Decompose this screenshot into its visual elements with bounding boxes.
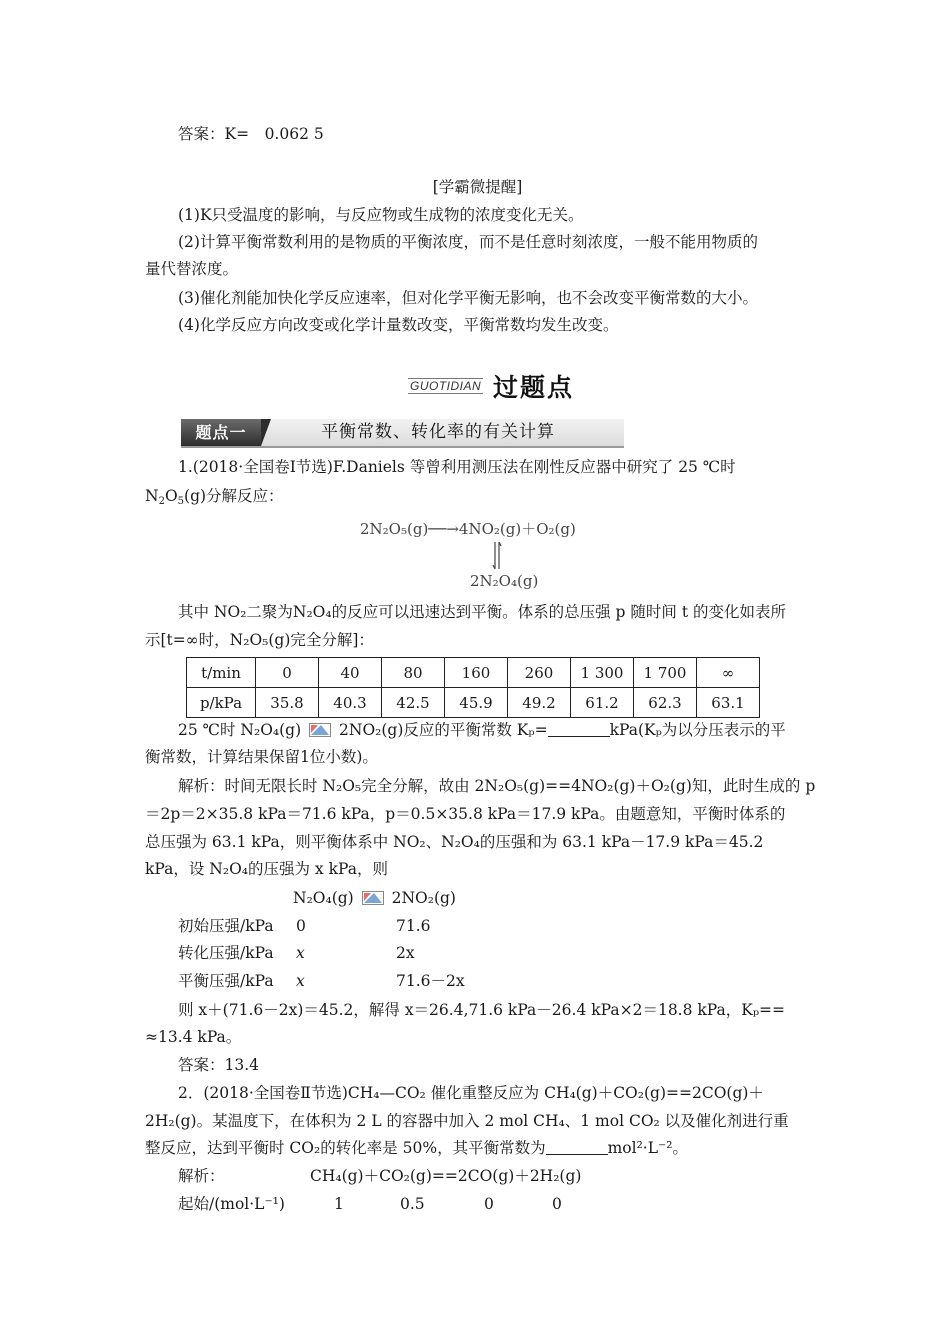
q1-line-2: $N_2O_5(g)$分解反应： <box>145 487 284 507</box>
table-cell: 40.3 <box>319 688 382 718</box>
solution-line-1: 解析：时间无限长时 N₂O₅完全分解，故由 2N₂O₅(g)==4NO₂(g)＋O₂(g)知，此时生成的 p <box>178 777 816 795</box>
q1-line-6: 衡常数，计算结果保留1位小数)。 <box>145 748 378 766</box>
q2-start-row: 起始/(mol·L⁻¹) 1 0.5 0 0 <box>178 1195 562 1213</box>
pressure-row-initial: 初始压强/kPa 0 71.6 <box>178 917 431 935</box>
tip-item-1: (1)K只受温度的影响，与反应物或生成物的浓度变化无关。 <box>178 206 584 224</box>
table-cell: 1 300 <box>571 658 634 688</box>
answer-blank[interactable] <box>548 722 610 737</box>
topic-title: 平衡常数、转化率的有关计算 <box>321 422 555 442</box>
solution-line-6: ≈13.4 kPa。 <box>145 1028 242 1046</box>
table-cell: 42.5 <box>382 688 445 718</box>
topic-header <box>181 419 624 448</box>
topic-tag: 题点一 <box>181 419 261 446</box>
equilibrium-arrow-icon <box>492 540 502 572</box>
table-cell: ∞ <box>697 658 760 688</box>
table-cell: 61.2 <box>571 688 634 718</box>
q2-line-1: 2．(2018·全国卷Ⅱ节选)CH₄—CO₂ 催化重整反应为 CH₄(g)＋CO₂(g)==2CO(g)＋ <box>178 1084 764 1102</box>
solution-line-4: kPa，设 N₂O₄的压强为 x kPa，则 <box>145 860 388 878</box>
reversible-arrow-icon <box>362 891 384 905</box>
pressure-row-equilibrium: 平衡压强/kPa x 71.6－2x <box>178 972 465 990</box>
pressure-table <box>186 657 760 718</box>
q2-line-3: 整反应，达到平衡时 CO₂的转化率是 50%，其平衡常数为 mol²·L⁻²。 <box>145 1139 688 1157</box>
q2-solution-equation: 解析： CH₄(g)＋CO₂(g)==2CO(g)＋2H₂(g) <box>178 1167 582 1185</box>
q1-line-4: 示[t=∞时，N₂O₅(g)完全分解]： <box>145 631 374 649</box>
q1-line-3: 其中 NO₂二聚为N₂O₄的反应可以迅速达到平衡。体系的总压强 p 随时间 t 的变化如表所 <box>178 603 786 621</box>
section-cn: 过题点 <box>493 373 575 402</box>
tip-item-2: (2)计算平衡常数利用的是物质的平衡浓度，而不是任意时刻浓度，一般不能用物质的 <box>178 233 758 251</box>
table-row <box>187 688 760 718</box>
section-en: GUOTIDIAN <box>410 379 482 393</box>
tip-item-4: (4)化学反应方向改变或化学计量数改变，平衡常数均发生改变。 <box>178 316 619 334</box>
tip-item-3: (3)催化剂能加快化学反应速率，但对化学平衡无影响，也不会改变平衡常数的大小。 <box>178 289 758 307</box>
solution-line-2: ＝2p＝2×35.8 kPa＝71.6 kPa，p＝0.5×35.8 kPa＝17.9 kPa。由题意知，平衡时体系的 <box>145 805 786 823</box>
pressure-row-change: 转化压强/kPa x 2x <box>178 944 415 962</box>
reaction-scheme <box>360 518 640 596</box>
q1-answer: 答案：13.4 <box>178 1056 260 1074</box>
table-cell: p/kPa <box>187 688 256 718</box>
answer-blank[interactable] <box>546 1140 608 1155</box>
tip-item-2-cont: 量代替浓度。 <box>145 260 239 278</box>
q1-line-1: 1.(2018·全国卷Ⅰ节选)F.Daniels 等曾利用测压法在刚性反应器中研究了 25 ℃时 <box>178 458 736 476</box>
topic-tag-corner <box>261 419 271 446</box>
tip-title: [学霸微提醒] <box>432 178 523 196</box>
table-cell: 0 <box>256 658 319 688</box>
scheme-main-reaction: 2N₂O₅(g)──→4NO₂(g)＋O₂(g) <box>360 520 576 538</box>
table-cell: 63.1 <box>697 688 760 718</box>
equilibrium-equation: N₂O₄(g) 2NO₂(g) <box>293 889 456 907</box>
table-cell: 62.3 <box>634 688 697 718</box>
solution-line-3: 总压强为 63.1 kPa，则平衡体系中 NO₂、N₂O₄的压强和为 63.1 kPa－17.9 kPa＝45.2 <box>145 833 764 851</box>
q2-line-2: 2H₂(g)。某温度下，在体积为 2 L 的容器中加入 2 mol CH₄、1 mol CO₂ 以及催化剂进行重 <box>145 1112 789 1130</box>
scheme-dimer: 2N₂O₄(g) <box>470 572 539 590</box>
table-cell: 80 <box>382 658 445 688</box>
table-cell: 49.2 <box>508 688 571 718</box>
table-cell: 40 <box>319 658 382 688</box>
solution-line-5: 则 x＋(71.6－2x)＝45.2，解得 x＝26.4,71.6 kPa－26.4 kPa×2＝18.8 kPa，Kₚ== <box>178 1001 786 1019</box>
table-cell: t/min <box>187 658 256 688</box>
table-row <box>187 658 760 688</box>
answer-line: 答案：K= 0.062 5 <box>178 125 324 143</box>
section-banner <box>408 368 608 402</box>
reversible-arrow-icon <box>309 723 331 737</box>
table-cell: 160 <box>445 658 508 688</box>
table-cell: 45.9 <box>445 688 508 718</box>
table-cell: 35.8 <box>256 688 319 718</box>
table-cell: 1 700 <box>634 658 697 688</box>
q1-line-5: 25 ℃时 N₂O₄(g) 2NO₂(g)反应的平衡常数 Kₚ= kPa(Kₚ为以分压表示的平 <box>178 721 786 739</box>
table-cell: 260 <box>508 658 571 688</box>
